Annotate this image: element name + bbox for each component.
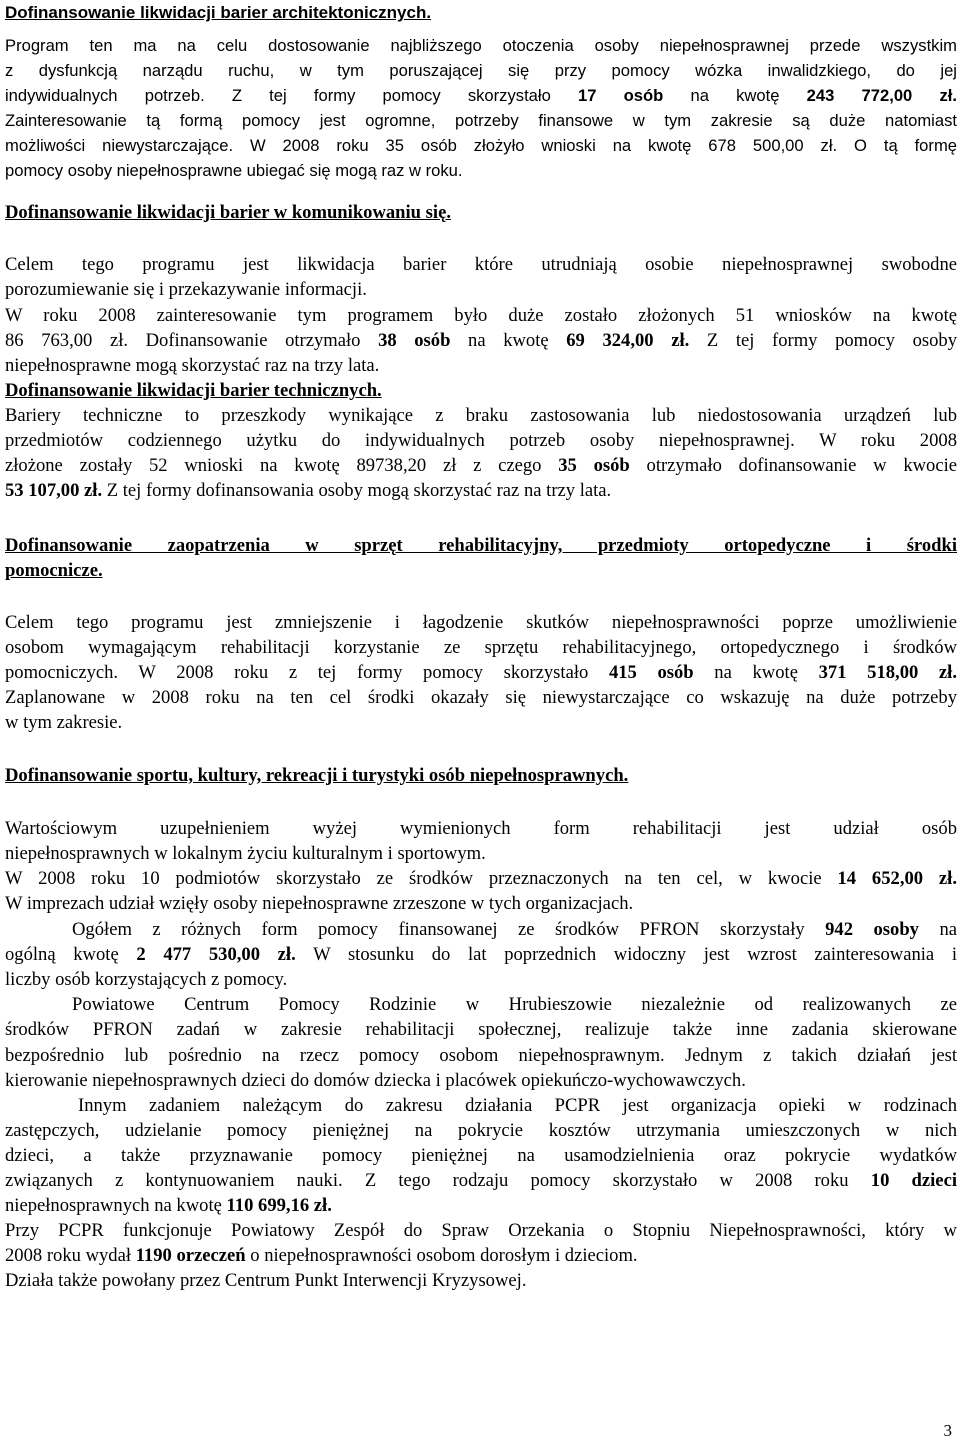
paragraph-line: Zainteresowanie tą formą pomocy jest ogromne, potrzeby finansowe w tym zakresie są duże natomiast	[5, 111, 957, 130]
section-heading: Dofinansowanie likwidacji barier technicznych.	[5, 380, 382, 401]
paragraph-line: indywidualnych potrzeb. Z tej formy pomocy skorzystało 17 osób na kwotę 243 772,00 zł.	[5, 86, 957, 105]
section-heading: Dofinansowanie likwidacji barier architektonicznych.	[5, 3, 432, 22]
paragraph-line: środków PFRON zadań w zakresie rehabilitacji społecznej, realizuje także inne zadania skierowane	[5, 1019, 957, 1040]
paragraph-line: Zaplanowane w 2008 roku na ten cel środki okazały się niewystarczające co wskazuję na duże potrzeby	[5, 687, 957, 708]
section-heading: Dofinansowanie zaopatrzenia w sprzęt rehabilitacyjny, przedmioty ortopedyczne i środki	[5, 535, 957, 556]
paragraph-line: z dysfunkcją narządu ruchu, w tym poruszającej się przy pomocy wózka inwalidzkiego, do jej	[5, 61, 957, 80]
paragraph-line: pomocy osoby niepełnosprawne ubiegać się mogą raz w roku.	[5, 161, 463, 180]
paragraph-line: Celem tego programu jest likwidacja barier które utrudniają osobie niepełnosprawnej swobodne	[5, 254, 957, 275]
paragraph-line: złożone zostały 52 wnioski na kwotę 89738,20 zł z czego 35 osób otrzymało dofinansowanie w kwocie	[5, 455, 958, 476]
paragraph-line: Działa także powołany przez Centrum Punkt Interwencji Kryzysowej.	[5, 1270, 527, 1291]
paragraph-line: przedmiotów codziennego użytku do indywidualnych potrzeb osoby niepełnosprawnej. W roku 2008	[5, 430, 957, 451]
paragraph-line: liczby osób korzystających z pomocy.	[5, 969, 288, 990]
paragraph-line: W roku 2008 zainteresowanie tym programem było duże zostało złożonych 51 wniosków na kwotę	[5, 305, 957, 326]
paragraph-line: W imprezach udział wzięły osoby niepełnosprawne zrzeszone w tych organizacjach.	[5, 893, 634, 914]
paragraph-line: Przy PCPR funkcjonuje Powiatowy Zespół do Spraw Orzekania o Stopniu Niepełnosprawności, który w	[5, 1220, 957, 1241]
paragraph-line: zastępczych, udzielanie pomocy pieniężnej na pokrycie kosztów utrzymania umieszczonych w nich	[5, 1120, 957, 1141]
paragraph-line: niepełnosprawnych na kwotę 110 699,16 zł.	[5, 1195, 332, 1216]
paragraph-line: Celem tego programu jest zmniejszenie i łagodzenie skutków niepełnosprawności poprze umożliwienie	[5, 612, 957, 633]
paragraph-line: 53 107,00 zł. Z tej formy dofinansowania osoby mogą skorzystać raz na trzy lata.	[5, 480, 612, 501]
paragraph-line: W 2008 roku 10 podmiotów skorzystało ze środków przeznaczonych na ten cel, w kwocie 14 652,00 zł.	[5, 868, 957, 889]
paragraph-line: związanych z kontynuowaniem nauki. Z tego rodzaju pomocy skorzystało w 2008 roku 10 dzieci	[5, 1170, 957, 1191]
paragraph-line: kierowanie niepełnosprawnych dzieci do domów dziecka i placówek opiekuńczo-wychowawczych.	[5, 1070, 746, 1091]
paragraph-line: ogólną kwotę 2 477 530,00 zł. W stosunku do lat poprzednich widoczny jest wzrost zainteresowania i	[5, 944, 958, 965]
section-heading-continued: pomocnicze.	[5, 560, 103, 581]
paragraph-line: 2008 roku wydał 1190 orzeczeń o niepełnosprawności osobom dorosłym i dzieciom.	[5, 1245, 638, 1266]
paragraph-line: w tym zakresie.	[5, 712, 123, 733]
paragraph-line: Powiatowe Centrum Pomocy Rodzinie w Hrubieszowie niezależnie od realizowanych ze	[72, 994, 957, 1015]
section-heading: Dofinansowanie likwidacji barier w komunikowaniu się.	[5, 202, 451, 223]
paragraph-line: Program ten ma na celu dostosowanie najbliższego otoczenia osoby niepełnosprawnej przede wszystkim	[5, 36, 957, 55]
paragraph-line: bezpośrednio lub pośrednio na rzecz pomocy osobom niepełnosprawnym. Jednym z takich działań jest	[5, 1045, 957, 1066]
paragraph-line: pomocniczych. W 2008 roku z tej formy pomocy skorzystało 415 osób na kwotę 371 518,00 zł.	[5, 662, 957, 683]
paragraph-line: porozumiewanie się i przekazywanie informacji.	[5, 279, 367, 300]
page-number: 3	[943, 1421, 952, 1440]
paragraph-line: Wartościowym uzupełnieniem wyżej wymienionych form rehabilitacji jest udział osób	[5, 818, 957, 839]
paragraph-line: możliwości niewystarczające. W 2008 roku 35 osób złożyło wnioski na kwotę 678 500,00 zł. O tą formę	[5, 136, 957, 155]
paragraph-line: dzieci, a także przyznawanie pomocy pieniężnej na usamodzielnienia oraz pokrycie wydatków	[5, 1145, 957, 1166]
paragraph-line: niepełnosprawne mogą skorzystać raz na trzy lata.	[5, 355, 380, 376]
paragraph-line: osobom wymagającym rehabilitacji korzystanie ze sprzętu rehabilitacyjnego, ortopedycznego i środków	[5, 637, 957, 658]
paragraph-line: 86 763,00 zł. Dofinansowanie otrzymało 38 osób na kwotę 69 324,00 zł. Z tej formy pomocy osoby	[5, 330, 958, 351]
paragraph-line: Bariery techniczne to przeszkody wynikające z braku zastosowania lub niedostosowania urządzeń lub	[5, 405, 957, 426]
section-heading: Dofinansowanie sportu, kultury, rekreacji i turystyki osób niepełnosprawnych.	[5, 765, 629, 786]
paragraph-line: Innym zadaniem należącym do zakresu działania PCPR jest organizacja opieki w rodzinach	[78, 1095, 957, 1116]
paragraph-line: Ogółem z różnych form pomocy finansowanej ze środków PFRON skorzystały 942 osoby na	[72, 919, 957, 940]
paragraph-line: niepełnosprawnych w lokalnym życiu kulturalnym i sportowym.	[5, 843, 486, 864]
